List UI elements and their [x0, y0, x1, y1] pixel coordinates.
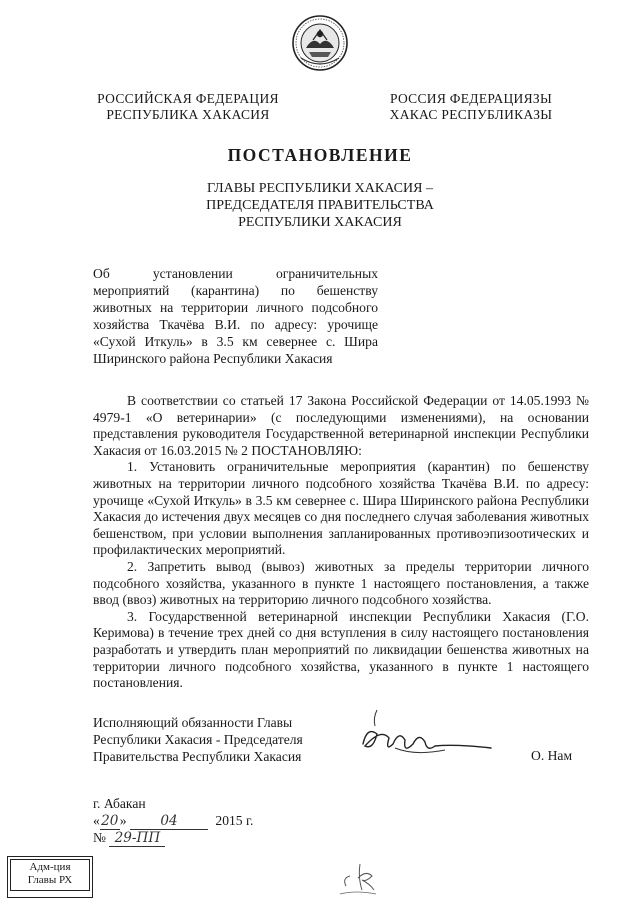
- registry-stamp: [7, 856, 93, 898]
- handwritten-mark: [332, 856, 392, 896]
- document-subtitle: [150, 180, 490, 231]
- date-month: 04: [130, 813, 208, 830]
- signatory-title: [93, 714, 343, 765]
- handwritten-signature: [355, 704, 495, 768]
- date-year: 2015 г.: [215, 813, 254, 828]
- body-preamble: В соответствии со статьей 17 Закона Российской Федерации от 14.05.1993 № 4979-1 «О ветеринарии» (с последующими изменениями), на основании представления руководителя Государственной ветеринарной инспекции Республики Хакасия от 16.03.2015 № 2 ПОСТАНОВЛЯЮ:: [93, 393, 589, 458]
- header-left-line2: РЕСПУБЛИКА ХАКАСИЯ: [106, 107, 270, 122]
- subject-line: животных на территории личного подсобного: [93, 300, 378, 315]
- header-left: [88, 91, 288, 123]
- subject-line: Ширинского района Республики Хакасия: [93, 351, 333, 366]
- subject-line: хозяйства Ткачёва В.И. по адресу: урочище: [93, 317, 378, 332]
- signatory-line2: Республики Хакасия - Председателя: [93, 732, 303, 747]
- issue-number: [93, 830, 165, 847]
- subtitle-line1: ГЛАВЫ РЕСПУБЛИКИ ХАКАСИЯ –: [207, 181, 433, 196]
- signatory-line1: Исполняющий обязанности Главы: [93, 715, 293, 730]
- issue-date: «20» 04 2015 г.: [93, 813, 254, 829]
- header-right-line2: ХАКАС РЕСПУБЛИКАЗЫ: [389, 107, 553, 122]
- stamp-line1: Адм-ция: [29, 861, 71, 873]
- date-day: 20: [101, 813, 119, 829]
- document-title: ПОСТАНОВЛЕНИЕ: [227, 145, 413, 165]
- header-right: [376, 91, 566, 123]
- subject-line: Об установлении ограничительных: [93, 266, 378, 281]
- body-item-2: 2. Запретить вывод (вывоз) животных за пределы территории личного подсобного хозяйства, указанного в пункте 1 настоящего постановления, а также ввод (ввоз) животных на территорию личного подсобного хозяйства.: [93, 558, 589, 608]
- document-body: [93, 393, 589, 692]
- signatory-name: О. Нам: [531, 748, 573, 763]
- subtitle-line3: РЕСПУБЛИКИ ХАКАСИЯ: [238, 215, 402, 230]
- subtitle-line2: ПРЕДСЕДАТЕЛЯ ПРАВИТЕЛЬСТВА: [206, 198, 434, 213]
- stamp-line2: Главы РХ: [27, 874, 73, 886]
- number-label: №: [93, 830, 106, 845]
- issue-city: г. Абакан: [93, 796, 146, 811]
- body-item-3: 3. Государственной ветеринарной инспекции Республики Хакасия (Г.О. Керимова) в течение трех дней со дня вступления в силу настоящего постановления разработать и утвердить план мероприятий по ликвидации бешенства животных на территории личного подсобного хозяйства, указанного в пункте 1 настоящего постановления.: [93, 608, 589, 691]
- subject-line: мероприятий (карантина) по бешенству: [93, 283, 378, 298]
- header-right-line1: РОССИЯ ФЕДЕРАЦИЯЗЫ: [389, 91, 553, 106]
- subject-line: «Сухой Иткуль» в 3.5 км севернее с. Шира: [93, 334, 378, 349]
- signatory-line3: Правительства Республики Хакасия: [93, 749, 302, 764]
- header-left-line1: РОССИЙСКАЯ ФЕДЕРАЦИЯ: [97, 91, 279, 106]
- subject-block: [93, 265, 378, 367]
- coat-of-arms-emblem: [291, 14, 349, 72]
- body-item-1: 1. Установить ограничительные мероприятия (карантин) по бешенству животных на территории личного подсобного хозяйства Ткачёва В.И. по адресу: урочище «Сухой Иткуль» в 3.5 км севернее с. Шира Ширинского района Республики Хакасия до истечения двух месяцев со дня последнего случая заболевания животных бешенством, при условии выполнения запланированных противоэпизоотических и профилактических мероприятий.: [93, 459, 589, 558]
- number-value: 29-ПП: [109, 830, 165, 847]
